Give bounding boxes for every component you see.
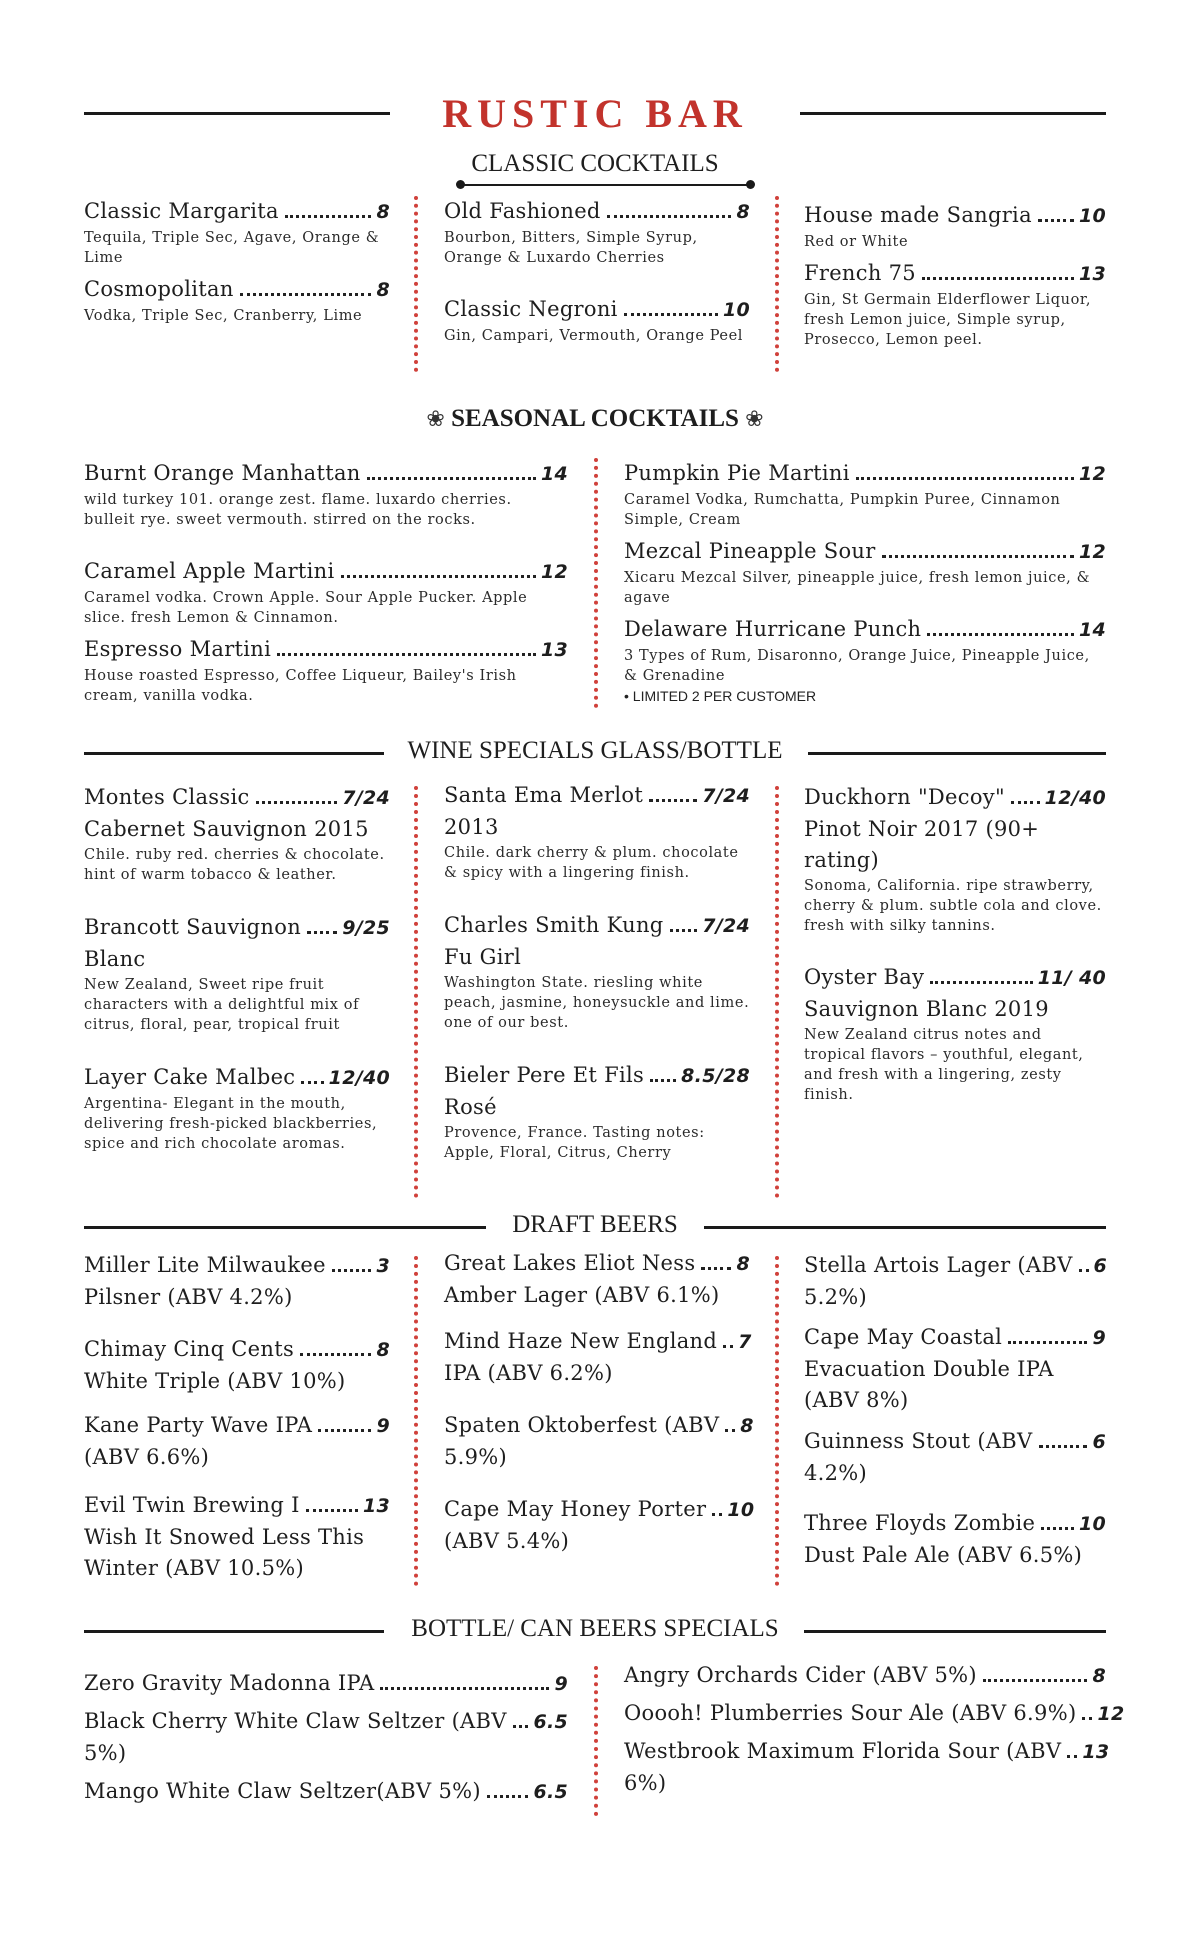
menu-item: Bieler Pere Et Fils 8.5/28 Rosé Provence, France. Tasting notes: Apple, Floral, Citrus, Cherry — [444, 1063, 750, 1161]
menu-item: Classic Margarita 8 Tequila, Triple Sec, Agave, Orange & Lime — [84, 199, 390, 266]
classic-title-underline — [460, 184, 752, 186]
menu-item: Layer Cake Malbec 12/40 Argentina- Elegant in the mouth, delivering fresh-picked blackberries, spice and rich chocolate aromas. — [84, 1065, 390, 1152]
menu-item: Old Fashioned 8 Bourbon, Bitters, Simple Syrup, Orange & Luxardo Cherries — [444, 199, 750, 266]
menu-item: Brancott Sauvignon 9/25 Blanc New Zealand, Sweet ripe fruit characters with a delightful mix of citrus, floral, pear, tropical fruit — [84, 915, 390, 1033]
section-title-wine: WINE SPECIALS GLASS/BOTTLE — [407, 737, 783, 764]
menu-item: Black Cherry White Claw Seltzer (ABV 6.5 5%) — [84, 1709, 568, 1765]
menu-item: Kane Party Wave IPA 9 (ABV 6.6%) — [84, 1413, 390, 1469]
menu-item: Miller Lite Milwaukee 3 Pilsner (ABV 4.2%) — [84, 1253, 390, 1309]
menu-item: Pumpkin Pie Martini 12 Caramel Vodka, Rumchatta, Pumpkin Puree, Cinnamon Simple, Cream — [624, 461, 1106, 528]
wine-divider-2 — [775, 786, 779, 1198]
draft-divider-2 — [775, 1256, 779, 1586]
menu-item: Three Floyds Zombie 10 Dust Pale Ale (ABV 6.5%) — [804, 1511, 1106, 1567]
menu-item: Mango White Claw Seltzer(ABV 5%) 6.5 — [84, 1779, 568, 1803]
menu-item: Stella Artois Lager (ABV 6 5.2%) — [804, 1253, 1108, 1309]
menu-item: Great Lakes Eliot Ness 8 Amber Lager (ABV 6.1%) — [444, 1251, 750, 1307]
menu-item: Cape May Coastal 9 Evacuation Double IPA (ABV 8%) — [804, 1325, 1106, 1412]
seasonal-divider — [594, 458, 598, 708]
menu-item: Delaware Hurricane Punch 14 3 Types of Rum, Disaronno, Orange Juice, Pineapple Juice, & Grenadine • LIMITED 2 PER CUSTOMER — [624, 617, 1106, 704]
menu-item: Montes Classic 7/24 Cabernet Sauvignon 2015 Chile. ruby red. cherries & chocolate. hint of warm tobacco & leather. — [84, 785, 390, 883]
menu-item: Caramel Apple Martini 12 Caramel vodka. Crown Apple. Sour Apple Pucker. Apple slice. fresh Lemon & Cinnamon. — [84, 559, 568, 626]
draft-divider-1 — [414, 1256, 418, 1586]
section-title-classic: CLASSIC COCKTAILS — [471, 150, 719, 177]
menu-item: Santa Ema Merlot 7/24 2013 Chile. dark cherry & plum. chocolate & spicy with a lingering finish. — [444, 783, 750, 881]
menu-item: French 75 13 Gin, St Germain Elderflower Liquor, fresh Lemon juice, Simple syrup, Prosecco, Lemon peel. — [804, 261, 1106, 348]
wine-divider-1 — [414, 786, 418, 1198]
menu-item: Espresso Martini 13 House roasted Espresso, Coffee Liqueur, Bailey's Irish cream, vanilla vodka. — [84, 637, 568, 704]
menu-item: Mezcal Pineapple Sour 12 Xicaru Mezcal Silver, pineapple juice, fresh lemon juice, & agave — [624, 539, 1106, 606]
menu-item: Chimay Cinq Cents 8 White Triple (ABV 10%) — [84, 1337, 390, 1393]
menu-item: Cosmopolitan 8 Vodka, Triple Sec, Cranberry, Lime — [84, 277, 390, 324]
section-title-seasonal: ❀ SEASONAL COCKTAILS ❀ — [426, 405, 764, 432]
menu-item: Cape May Honey Porter 10 (ABV 5.4%) — [444, 1497, 755, 1553]
menu-item: Angry Orchards Cider (ABV 5%) 8 — [624, 1663, 1106, 1687]
flourish-right-icon: ❀ — [745, 407, 764, 432]
flourish-left-icon: ❀ — [426, 407, 445, 432]
menu-item: Classic Negroni 10 Gin, Campari, Vermouth, Orange Peel — [444, 297, 750, 344]
menu-item: Oyster Bay 11/ 40 Sauvignon Blanc 2019 New Zealand citrus notes and tropical flavors – youthful, elegant, and fresh with a lingering, zesty finish. — [804, 965, 1106, 1103]
classic-divider-2 — [775, 196, 779, 372]
classic-divider-1 — [414, 196, 418, 372]
menu-item: Evil Twin Brewing I 13 Wish It Snowed Less This Winter (ABV 10.5%) — [84, 1493, 390, 1580]
menu-item: Duckhorn "Decoy" 12/40 Pinot Noir 2017 (90+ rating) Sonoma, California. ripe strawberry, cherry & plum. subtle cola and clove. fresh with silky tannins. — [804, 785, 1106, 934]
limit-note: • LIMITED 2 PER CUSTOMER — [624, 688, 817, 704]
bottle-divider — [594, 1666, 598, 1816]
classic-underline-dot-right — [746, 180, 755, 189]
menu-item: Spaten Oktoberfest (ABV 8 5.9%) — [444, 1413, 754, 1469]
menu-item: Westbrook Maximum Florida Sour (ABV 13 6%) — [624, 1739, 1110, 1795]
menu-item: Mind Haze New England 7 IPA (ABV 6.2%) — [444, 1329, 752, 1385]
menu-item: Ooooh! Plumberries Sour Ale (ABV 6.9%) 12 — [624, 1701, 1125, 1725]
menu-item: Charles Smith Kung 7/24 Fu Girl Washington State. riesling white peach, jasmine, honeysuckle and lime. one of our best. — [444, 913, 750, 1031]
menu-item: Guinness Stout (ABV 6 4.2%) — [804, 1429, 1106, 1485]
classic-underline-dot-left — [456, 180, 465, 189]
menu-item: House made Sangria 10 Red or White — [804, 203, 1106, 250]
section-title-bottle: BOTTLE/ CAN BEERS SPECIALS — [411, 1615, 779, 1642]
brand-title: RUSTIC BAR — [442, 91, 748, 136]
menu-item: Zero Gravity Madonna IPA 9 — [84, 1671, 568, 1695]
menu-item: Burnt Orange Manhattan 14 wild turkey 101. orange zest. flame. luxardo cherries. bulleit rye. sweet vermouth. stirred on the rocks. — [84, 461, 568, 528]
section-title-draft: DRAFT BEERS — [512, 1211, 678, 1238]
